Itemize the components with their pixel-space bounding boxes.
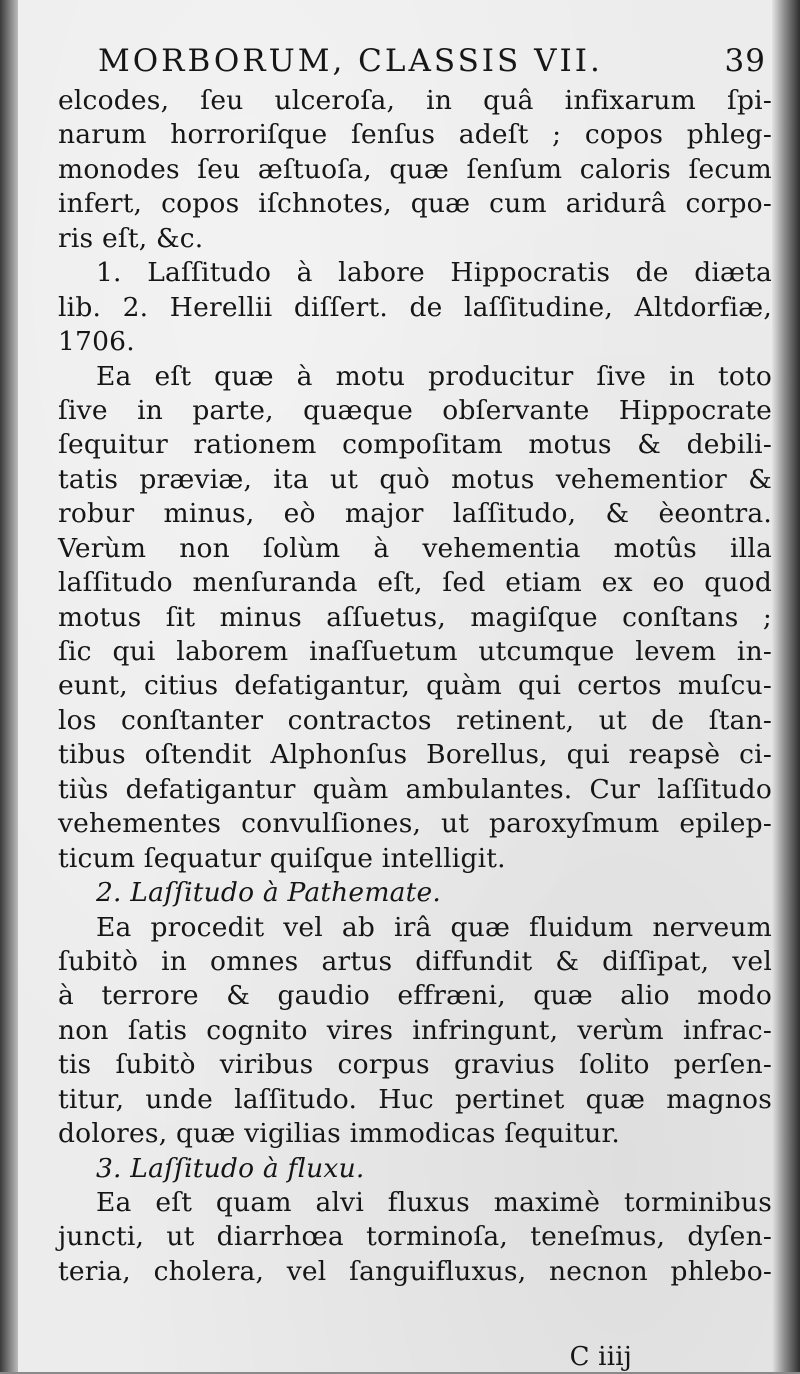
text-line: Ea procedit vel ab irâ quæ fluidum nerveum: [96, 911, 772, 943]
paragraph-body: [58, 1186, 772, 1289]
text-line: teria, cholera, vel ſanguifluxus, necnon phlebo-: [58, 1255, 772, 1287]
text-line: monodes ſeu æſtuoſa, quæ ſenſum caloris ſecum: [58, 153, 772, 185]
text-line: 3. Laſſitudo à fluxu.: [96, 1152, 365, 1184]
text-line: infert, copos iſchnotes, quæ cum aridurâ corpo-: [58, 188, 772, 220]
text-line: ſubitò in omnes artus diffundit & diſſipat, vel: [58, 945, 772, 977]
text-line: à terrore & gaudio effræni, quæ alio modo: [58, 980, 772, 1012]
text-line: titur, unde laſſitudo. Huc pertinet quæ magnos: [58, 1083, 772, 1115]
text-line: tibus oſtendit Alphonſus Borellus, qui reapsè ci-: [58, 739, 772, 771]
section-heading-1: [58, 256, 772, 359]
page-text-block: [58, 43, 772, 1372]
running-head: [58, 44, 772, 82]
text-line: vehementes convulſiones, ut paroxyſmum epilep-: [58, 808, 772, 840]
paragraph-body: [58, 360, 772, 877]
text-line: juncti, ut diarrhœa torminoſa, teneſmus, dyſen-: [58, 1221, 772, 1253]
text-line: ſic qui laborem inaſſuetum utcumque levem in-: [58, 636, 772, 667]
signature-mark: C iiij: [569, 1342, 632, 1372]
text-line: 1. Laſſitudo à labore Hippocratis de diæta: [96, 257, 772, 289]
page-number: 39: [724, 43, 766, 79]
text-line: motus ſit minus aſſuetus, magiſque conſtans ;: [58, 601, 772, 633]
book-page: [18, 0, 776, 1372]
text-line: non ſatis cognito vires infringunt, verùm infrac-: [58, 1014, 772, 1046]
text-line: tis ſubitò viribus corpus gravius ſolito perſen-: [58, 1049, 772, 1081]
text-line: robur minus, eò major laſſitudo, & èeontra.: [58, 498, 772, 530]
text-line: 2. Laſſitudo à Pathemate.: [96, 877, 441, 909]
text-line: Verùm non ſolùm à vehementia motûs illa: [58, 532, 772, 564]
text-line: lib. 2. Herellii diſſert. de laſſitudine, Altdorfiæ,: [58, 291, 772, 323]
paragraph-continued: [58, 84, 772, 256]
text-line: ris eſt, &c.: [58, 222, 204, 254]
section-heading-2: [58, 876, 772, 910]
text-line: ſive in parte, quæque obſervante Hippocrate: [58, 394, 772, 426]
text-line: tiùs defatigantur quàm ambulantes. Cur laſſitudo: [58, 773, 772, 805]
section-heading-3: [58, 1152, 772, 1186]
text-line: narum horroriſque ſenſus adeſt ; copos phleg-: [58, 119, 772, 151]
running-head-title: MORBORUM, CLASSIS VII.: [98, 43, 603, 79]
text-line: 1706.: [58, 326, 135, 358]
text-line: Ea eſt quæ à motu producitur ſive in toto: [96, 360, 772, 392]
text-line: tatis præviæ, ita ut quò motus vehementior &: [58, 463, 772, 495]
text-line: ſequitur rationem compoſitam motus & debili-: [58, 429, 772, 461]
text-line: los conſtanter contractos retinent, ut de ſtan-: [58, 704, 772, 736]
text-line: eunt, citius defatigantur, quàm qui certos muſcu-: [58, 670, 772, 702]
paragraph-body: [58, 911, 772, 1152]
text-line: Ea eſt quam alvi fluxus maximè torminibus: [96, 1187, 772, 1218]
text-line: elcodes, ſeu ulceroſa, in quâ infixarum ſpi-: [58, 85, 772, 116]
text-line: laſſitudo menſuranda eſt, ſed etiam ex eo quod: [58, 567, 772, 599]
text-line: dolores, quæ vigilias immodicas ſequitur.: [58, 1118, 621, 1150]
page-edge-shadow: [772, 0, 800, 1372]
text-line: ticum ſequatur quiſque intelligit.: [58, 842, 506, 874]
